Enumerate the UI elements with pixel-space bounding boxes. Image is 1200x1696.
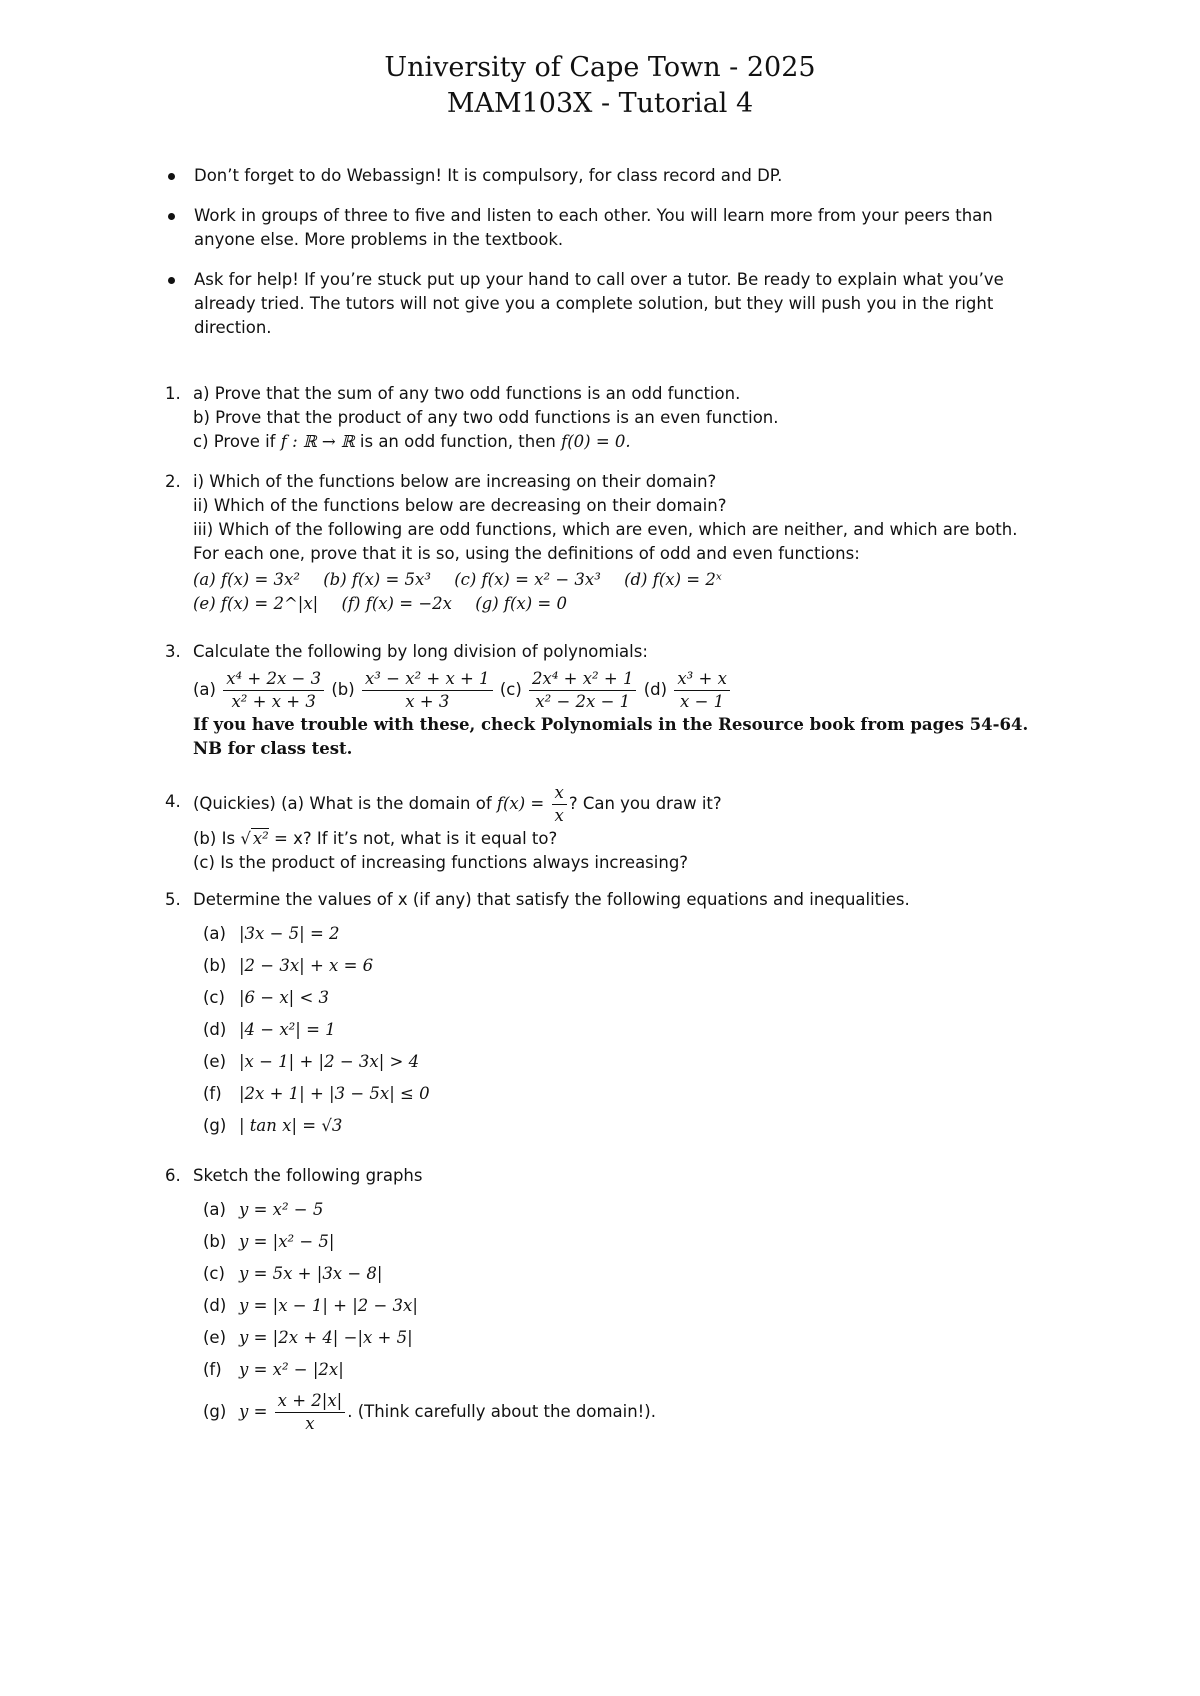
fraction-numerator: x³ − x² + x + 1 bbox=[362, 668, 493, 691]
list-item: (e) |x − 1| + |2 − 3x| > 4 bbox=[203, 1052, 420, 1071]
q5-intro: Determine the values of x (if any) that satisfy the following equations and inequalities. bbox=[193, 890, 910, 909]
q3-fraction bbox=[223, 668, 324, 713]
list-item: (f) y = x² − |2x| bbox=[203, 1360, 344, 1379]
q6-list bbox=[203, 1194, 1045, 1438]
q3-label: (a) bbox=[193, 680, 216, 699]
q1-c-math2: f(0) = 0. bbox=[561, 432, 631, 451]
question-number: 5. bbox=[165, 890, 181, 909]
document-title: University of Cape Town - 2025 bbox=[384, 52, 816, 83]
q3-label: (c) bbox=[499, 680, 522, 699]
bullet-dot bbox=[168, 213, 175, 220]
question-5 bbox=[165, 888, 1045, 1142]
question-6 bbox=[165, 1164, 1045, 1438]
q3-note: If you have trouble with these, check Polynomials in the Resource book from pages 54-64. NB for class test. bbox=[193, 715, 1029, 758]
q4-a-post: ? Can you draw it? bbox=[568, 794, 722, 813]
instruction-bullet bbox=[168, 204, 1038, 252]
q2-function: (b) f(x) = 5x³ bbox=[323, 570, 431, 589]
instruction-bullet bbox=[168, 268, 1038, 340]
list-item: (d) |4 − x²| = 1 bbox=[203, 1020, 336, 1039]
fraction-numerator: x³ + x bbox=[674, 668, 730, 691]
fraction-numerator: x + 2|x| bbox=[275, 1390, 346, 1413]
list-item: (d) y = |x − 1| + |2 − 3x| bbox=[203, 1296, 418, 1315]
bullet-dot bbox=[168, 277, 175, 284]
list-item: (f) |2x + 1| + |3 − 5x| ≤ 0 bbox=[203, 1084, 430, 1103]
list-item: (g) y = $\frac{x + 2|x|}{x}$ . (Think carefully about the domain!). bbox=[203, 1391, 656, 1433]
q1-part-b: b) Prove that the product of any two odd functions is an even function. bbox=[193, 408, 779, 427]
question-number: 4. bbox=[165, 792, 181, 811]
q3-fractions bbox=[193, 668, 1045, 713]
q2-function: (c) f(x) = x² − 3x³ bbox=[454, 570, 601, 589]
q2-function: (e) f(x) = 2^|x| bbox=[193, 594, 319, 613]
q6-intro: Sketch the following graphs bbox=[193, 1166, 423, 1185]
q2-function: (d) f(x) = 2ˣ bbox=[624, 570, 722, 589]
q3-fraction bbox=[674, 668, 730, 713]
list-item: (a) |3x − 5| = 2 bbox=[203, 924, 340, 943]
question-number: 2. bbox=[165, 472, 181, 491]
question-number: 3. bbox=[165, 642, 181, 661]
fraction-numerator: 2x⁴ + x² + 1 bbox=[529, 668, 636, 691]
question-1 bbox=[165, 382, 1045, 454]
q2-part-i: i) Which of the functions below are increasing on their domain? bbox=[193, 472, 717, 491]
q4-a-fx: f(x) = bbox=[496, 794, 545, 813]
document-subtitle: MAM103X - Tutorial 4 bbox=[446, 88, 754, 119]
list-item: (c) y = 5x + |3x − 8| bbox=[203, 1264, 383, 1283]
q4-a-pre: (Quickies) (a) What is the domain of bbox=[193, 794, 492, 813]
q1-c-pre: c) Prove if bbox=[193, 432, 276, 451]
q2-function: (f) f(x) = −2x bbox=[341, 594, 452, 613]
sqrt-expression: √ x² bbox=[240, 829, 269, 848]
q4-fraction bbox=[552, 782, 567, 827]
list-item: (a) y = x² − 5 bbox=[203, 1200, 324, 1219]
q2-part-iii: iii) Which of the following are odd functions, which are even, which are neither, and which are both. For each one, prove that it is so, using the definitions of odd and even functions: bbox=[193, 520, 1018, 563]
list-item: (g) | tan x| = √3 bbox=[203, 1116, 343, 1135]
fraction-denominator: x − 1 bbox=[680, 692, 725, 711]
q1-part-a: a) Prove that the sum of any two odd functions is an odd function. bbox=[193, 384, 741, 403]
q1-c-mid: is an odd function, then bbox=[359, 432, 556, 451]
q2-part-ii: ii) Which of the functions below are decreasing on their domain? bbox=[193, 496, 727, 515]
bullet-text: Don’t forget to do Webassign! It is compulsory, for class record and DP. bbox=[194, 166, 783, 185]
q4-part-a bbox=[193, 782, 1045, 827]
q3-fraction bbox=[529, 668, 636, 713]
list-item: (b) y = |x² − 5| bbox=[203, 1232, 335, 1251]
q3-intro: Calculate the following by long division of polynomials: bbox=[193, 642, 648, 661]
q5-list bbox=[203, 918, 1045, 1142]
q2-function: (g) f(x) = 0 bbox=[475, 594, 567, 613]
fraction-numerator: x bbox=[552, 782, 567, 805]
q3-fraction bbox=[362, 668, 493, 713]
list-item: (e) y = |2x + 4| −|x + 5| bbox=[203, 1328, 413, 1347]
list-item: (c) |6 − x| < 3 bbox=[203, 988, 330, 1007]
question-4 bbox=[165, 782, 1045, 875]
q1-c-math: f : ℝ → ℝ bbox=[280, 432, 355, 451]
q4-b-mid: = x? If it’s not, what is it equal to? bbox=[274, 829, 558, 848]
fraction-denominator: x bbox=[305, 1414, 315, 1433]
question-number: 6. bbox=[165, 1166, 181, 1185]
fraction-denominator: x bbox=[554, 806, 564, 825]
question-2 bbox=[165, 470, 1045, 616]
q4-b-pre: (b) Is bbox=[193, 829, 236, 848]
q2-functions-row-1 bbox=[193, 568, 1045, 592]
fraction-denominator: x + 3 bbox=[405, 692, 450, 711]
q2-functions-row-2 bbox=[193, 592, 1045, 616]
q3-label: (b) bbox=[331, 680, 355, 699]
bullet-text: Ask for help! If you’re stuck put up your hand to call over a tutor. Be ready to explain what you’ve already tried. The tutors will not give you a complete solution, but they will push you in the right direction. bbox=[194, 270, 1004, 337]
q4-part-b bbox=[193, 827, 1045, 851]
q1-part-c bbox=[193, 430, 1045, 454]
fraction-denominator: x² − 2x − 1 bbox=[535, 692, 631, 711]
list-item: (b) |2 − 3x| + x = 6 bbox=[203, 956, 374, 975]
q4-part-c: (c) Is the product of increasing functions always increasing? bbox=[193, 853, 689, 872]
question-number: 1. bbox=[165, 384, 181, 403]
q2-function: (a) f(x) = 3x² bbox=[193, 570, 300, 589]
bullet-text: Work in groups of three to five and listen to each other. You will learn more from your peers than anyone else. More problems in the textbook. bbox=[194, 206, 993, 249]
q6-fraction bbox=[275, 1390, 346, 1435]
fraction-numerator: x⁴ + 2x − 3 bbox=[223, 668, 324, 691]
fraction-denominator: x² + x + 3 bbox=[231, 692, 316, 711]
instruction-bullet bbox=[168, 164, 1038, 188]
question-3 bbox=[165, 640, 1045, 761]
q3-label: (d) bbox=[643, 680, 668, 699]
bullet-dot bbox=[168, 173, 175, 180]
